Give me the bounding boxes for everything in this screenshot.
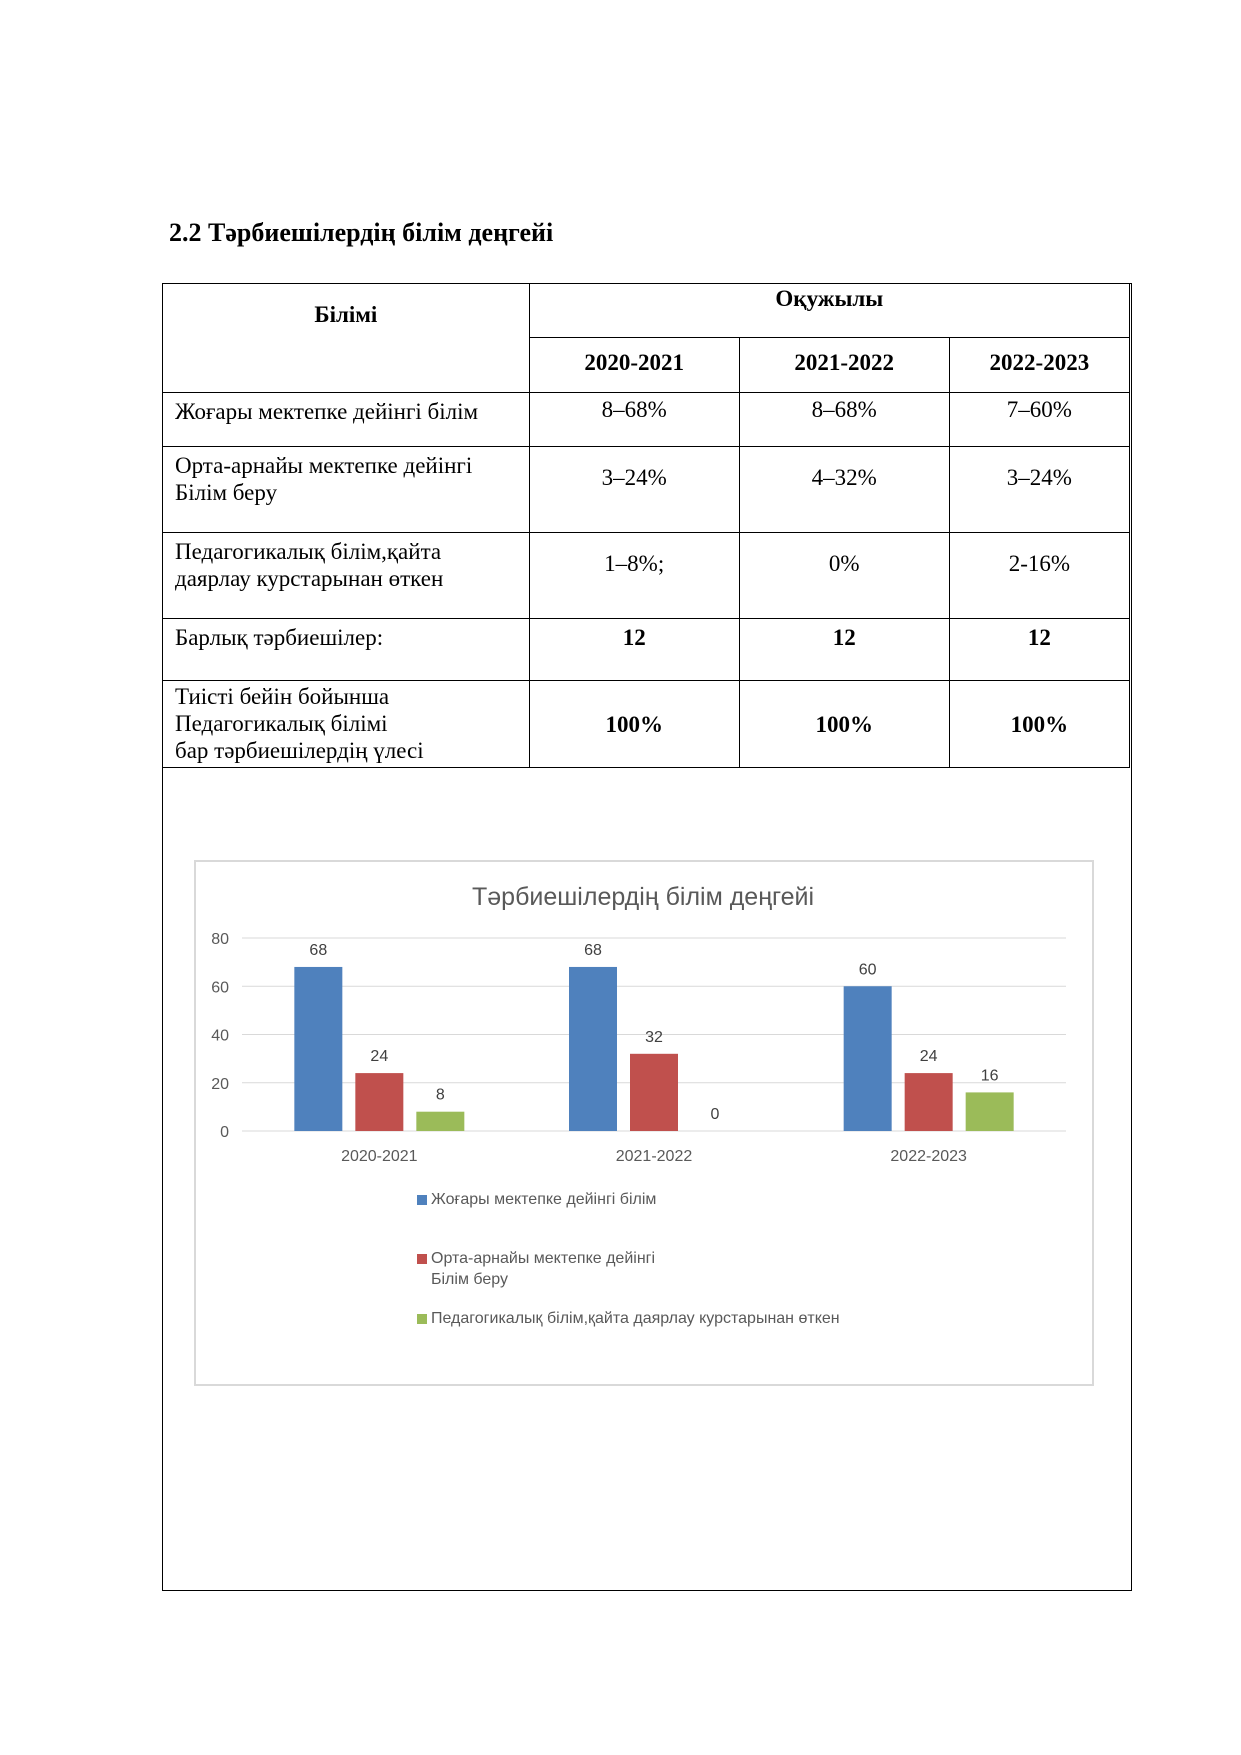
table-cell: 0% [739, 533, 949, 619]
y-tick-label: 20 [211, 1075, 229, 1093]
y-tick-label: 40 [211, 1027, 229, 1045]
table-cell: 12 [739, 619, 949, 681]
bar [966, 1092, 1014, 1131]
header-education: Білімі [163, 284, 530, 393]
data-label: 68 [584, 941, 602, 959]
table-row [163, 393, 1130, 447]
data-label: 0 [710, 1106, 720, 1123]
table-cell: 12 [529, 619, 739, 681]
table-cell: 3–24% [949, 447, 1129, 533]
table-row [163, 447, 1130, 533]
table-row [163, 619, 1130, 681]
header-year: 2021-2022 [739, 338, 949, 393]
table-cell: 3–24% [529, 447, 739, 533]
table-cell: 8–68% [739, 393, 949, 447]
x-tick-label: 2022-2023 [890, 1148, 967, 1165]
y-tick-label: 80 [211, 931, 229, 948]
table-cell: 4–32% [739, 447, 949, 533]
x-tick-label: 2020-2021 [341, 1148, 418, 1165]
row-label: Педагогикалық білім,қайта даярлау курстарынан өткен [163, 533, 530, 619]
table-row [163, 681, 1130, 768]
row-label: Барлық тәрбиешілер: [163, 619, 530, 681]
data-label: 32 [645, 1028, 663, 1046]
legend-item [417, 1308, 840, 1329]
header-year: 2020-2021 [529, 338, 739, 393]
legend-swatch [417, 1254, 427, 1264]
table-cell: 12 [949, 619, 1129, 681]
chart-svg [196, 862, 1092, 1384]
y-tick-label: 0 [220, 1124, 229, 1141]
table-cell: 7–60% [949, 393, 1129, 447]
table-cell: 100% [529, 681, 739, 768]
bar [416, 1112, 464, 1131]
row-label: Орта-арнайы мектепке дейінгі Білім беру [163, 447, 530, 533]
bar [355, 1073, 403, 1131]
table-cell: 1–8%; [529, 533, 739, 619]
header-year: 2022-2023 [949, 338, 1129, 393]
bar [630, 1054, 678, 1131]
bar [844, 986, 892, 1131]
header-academic-year: Оқужылы [529, 284, 1129, 338]
data-label: 24 [919, 1048, 938, 1066]
chart-title: Тәрбиешілердің білім деңгейі [471, 883, 815, 911]
bar-chart [194, 860, 1094, 1386]
education-table [162, 283, 1130, 768]
legend-swatch [417, 1195, 427, 1205]
row-label: Жоғары мектепке дейінгі білім [163, 393, 530, 447]
table-cell: 2-16% [949, 533, 1129, 619]
legend-swatch [417, 1314, 427, 1324]
data-label: 8 [435, 1086, 445, 1104]
data-label: 68 [309, 941, 328, 959]
legend-label: Жоғары мектепке дейінгі білім [431, 1191, 657, 1208]
legend-label: Педагогикалық білім,қайта даярлау курстарынан өткен [431, 1310, 840, 1327]
x-tick-label: 2021-2022 [615, 1148, 693, 1165]
bar [294, 967, 342, 1131]
table-cell: 8–68% [529, 393, 739, 447]
data-label: 60 [858, 961, 877, 979]
data-label: 16 [980, 1067, 999, 1085]
legend-label: Орта-арнайы мектепке дейінгі Білім беру [431, 1250, 656, 1288]
row-label: Тиісті бейін бойынша Педагогикалық білімі бар тәрбиешілердің үлесі [163, 681, 530, 768]
bar [905, 1073, 953, 1131]
y-tick-label: 60 [211, 979, 229, 997]
table-cell: 100% [949, 681, 1129, 768]
section-heading: 2.2 Тәрбиешілердің білім деңгейі [169, 218, 554, 247]
data-label: 24 [370, 1048, 389, 1066]
table-row [163, 533, 1130, 619]
bar [569, 967, 617, 1131]
legend-item [417, 1248, 655, 1290]
legend-item [417, 1189, 656, 1210]
table-cell: 100% [739, 681, 949, 768]
